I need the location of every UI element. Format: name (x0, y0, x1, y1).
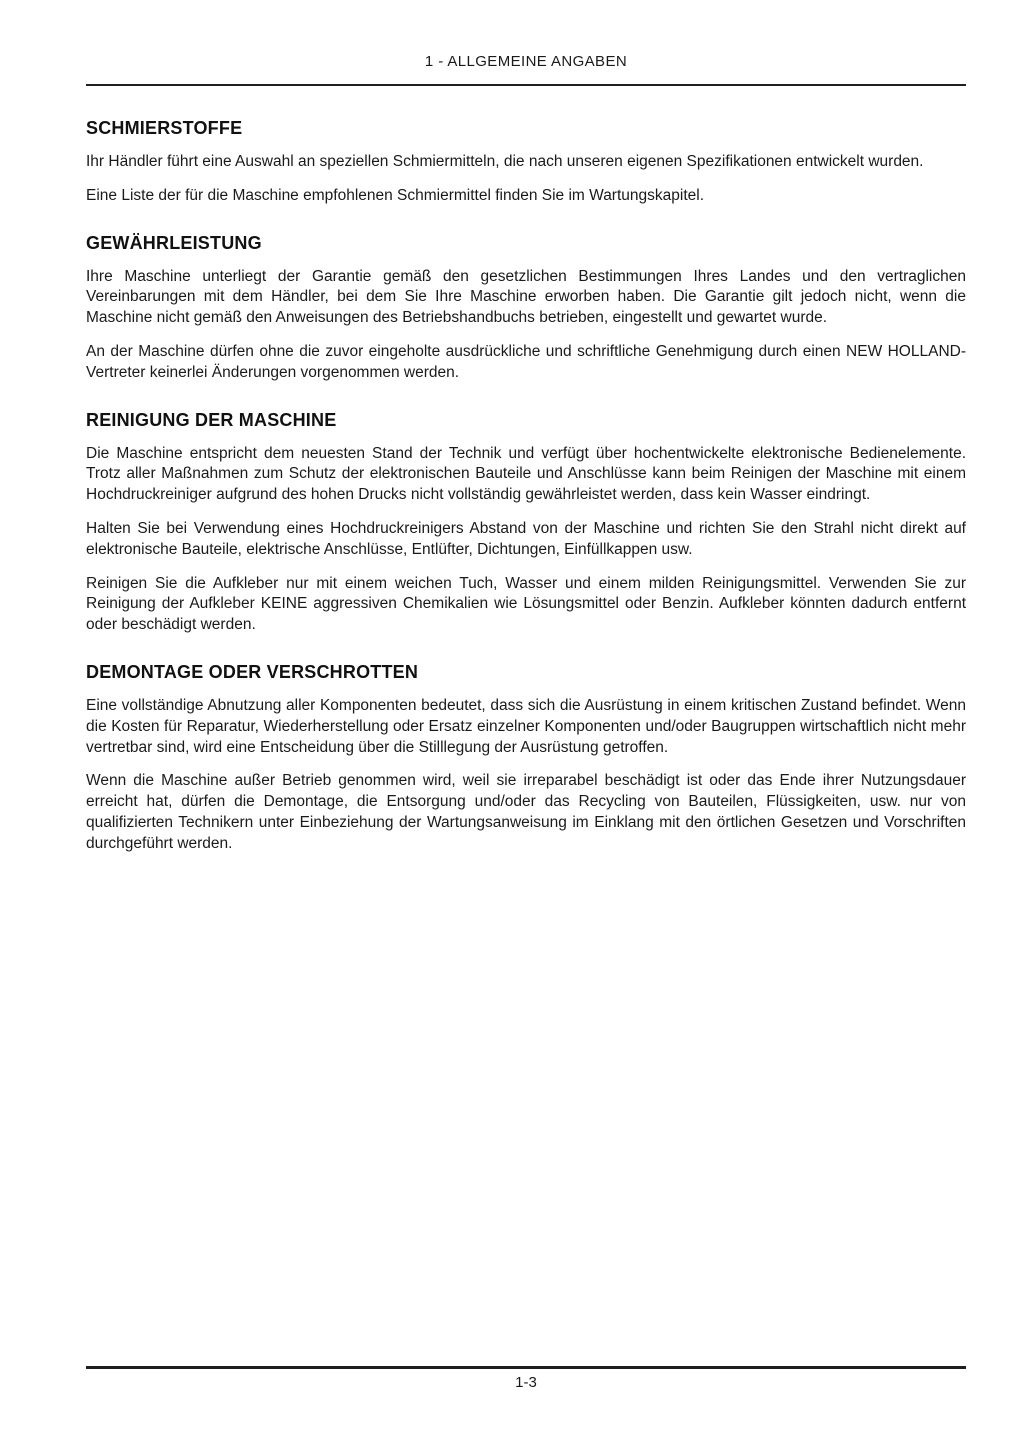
paragraph: Ihr Händler führt eine Auswahl an speziellen Schmiermitteln, die nach unseren eigenen Spezifikationen entwickelt wurden. (86, 153, 924, 170)
paragraph: Eine vollständige Abnutzung aller Komponenten bedeutet, dass sich die Ausrüstung in einem kritischen Zustand befindet. Wenn die Kosten für Reparatur, Wiederherstellung oder Ersatz einzelner Komponenten und/oder Baugruppen wirtschaftlich nicht mehr vertretbar sind, wird eine Entscheidung über die Stilllegung der Ausrüstung getroffen. (86, 696, 966, 756)
paragraph: Die Maschine entspricht dem neuesten Stand der Technik und verfügt über hochentwickelte elektronische Bedienelemente. Trotz aller Maßnahmen zum Schutz der elektronischen Bauteile und Anschlüsse kann beim Reinigen der Maschine mit einem Hochdruckreiniger aufgrund des hohen Drucks nicht vollständig gewährleistet werden, dass kein Wasser eindringt. (86, 444, 966, 504)
section-heading-reinigung: REINIGUNG DER MASCHINE (86, 409, 337, 430)
paragraph: Ihre Maschine unterliegt der Garantie gemäß den gesetzlichen Bestimmungen Ihres Landes und den vertraglichen Vereinbarungen mit dem Händler, bei dem Sie Ihre Maschine erworben haben. Die Garantie gilt jedoch nicht, wenn die Maschine nicht gemäß den Anweisungen des Betriebshandbuchs betrieben, eingestellt und gewartet wurde. (86, 267, 966, 327)
section-schmierstoffe (86, 118, 966, 207)
section-demontage-oder-verschrotten (86, 662, 966, 855)
page-footer (86, 1366, 966, 1391)
paragraph: Wenn die Maschine außer Betrieb genommen wird, weil sie irreparabel beschädigt ist oder das Ende ihrer Nutzungsdauer erreicht hat, dürfen die Demontage, die Entsorgung und/oder das Recycling von Bauteilen, Flüssigkeiten, usw. nur von qualifizierten Technikern unter Einbeziehung der Wartungsanweisung im Einklang mit den örtlichen Gesetzen und Vorschriften durchgeführt werden. (86, 772, 966, 852)
section-heading-gewaehrleistung: GEWÄHRLEISTUNG (86, 232, 262, 253)
running-header-title: 1 - ALLGEMEINE ANGABEN (424, 53, 628, 70)
page-number: 1-3 (515, 1373, 537, 1391)
section-gewaehrleistung (86, 233, 966, 384)
paragraph: Halten Sie bei Verwendung eines Hochdruckreinigers Abstand von der Maschine und richten Sie den Strahl nicht direkt auf elektronische Bauteile, elektrische Anschlüsse, Entlüfter, Dichtungen, Einfüllkappen usw. (86, 519, 966, 558)
section-reinigung-der-maschine (86, 410, 966, 636)
page-content (86, 86, 966, 855)
paragraph: Eine Liste der für die Maschine empfohlenen Schmiermittel finden Sie im Wartungskapitel. (86, 186, 705, 204)
paragraph: Reinigen Sie die Aufkleber nur mit einem weichen Tuch, Wasser und einem milden Reinigungsmittel. Verwenden Sie zur Reinigung der Aufkleber KEINE aggressiven Chemikalien wie Lösungsmittel oder Benzin. Aufkleber könnten dadurch entfernt oder beschädigt werden. (86, 574, 966, 634)
paragraph: An der Maschine dürfen ohne die zuvor eingeholte ausdrückliche und schriftliche Genehmigung durch einen NEW HOLLAND-Vertreter keinerlei Änderungen vorgenommen werden. (86, 342, 966, 381)
section-heading-schmierstoffe: SCHMIERSTOFFE (86, 118, 243, 138)
page-header (86, 0, 966, 86)
footer-rule (86, 1366, 966, 1369)
section-heading-demontage: DEMONTAGE ODER VERSCHROTTEN (86, 661, 419, 682)
